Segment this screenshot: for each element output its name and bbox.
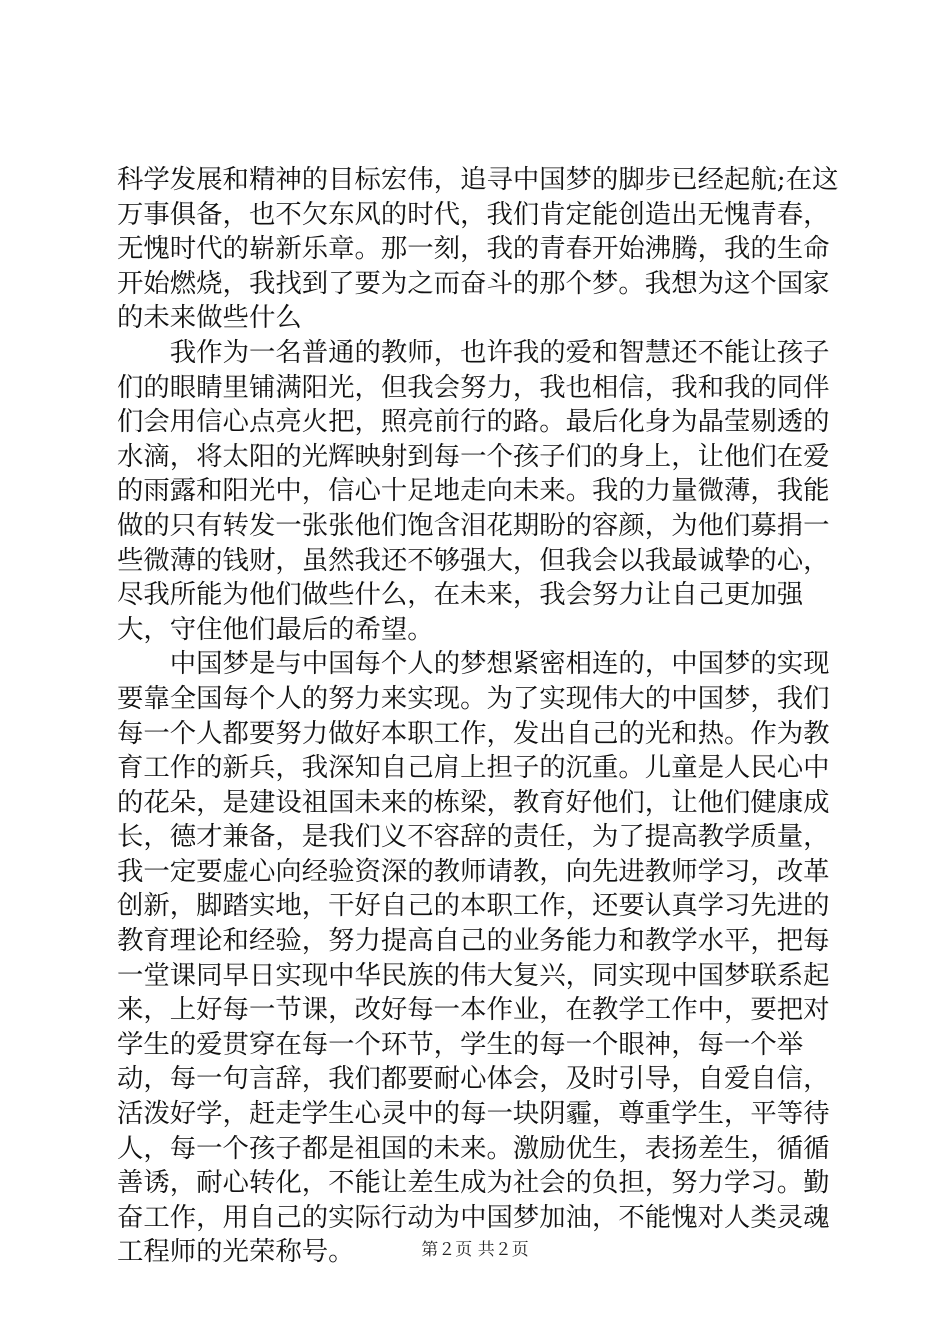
paragraph-chinese-dream: 中国梦是与中国每个人的梦想紧密相连的，中国梦的实现要靠全国每个人的努力来实现。为了实现伟大的中国梦，我们每一个人都要努力做好本职工作，发出自己的光和热。作为教育工作的新兵，我深知自己肩上担子的沉重。儿童是人民心中的花朵，是建设祖国未来的栋梁，教育好他们，让他们健康成长，德才兼备，是我们义不容辞的责任，为了提高教学质量，我一定要虚心向经验资深的教师请教，向先进教师学习，改革创新，脚踏实地，干好自己的本职工作，还要认真学习先进的教育理论和经验，努力提高自己的业务能力和教学水平，把每一堂课同早日实现中华民族的伟大复兴，同实现中国梦联系起来，上好每一节课，改好每一本作业，在教学工作中，要把对学生的爱贯穿在每一个环节，学生的每一个眼神，每一个举动，每一句言辞，我们都要耐心体会，及时引导，自爱自信，活泼好学，赶走学生心灵中的每一块阴霾，尊重学生，平等待人，每一个孩子都是祖国的未来。激励优生，表扬差生，循循善诱，耐心转化，不能让差生成为社会的负担，努力学习。勤奋工作，用自己的实际行动为中国梦加油，不能愧对人类灵魂工程师的光荣称号。 <box>117 648 830 1268</box>
body-text <box>117 163 842 1270</box>
paragraph-teacher: 我作为一名普通的教师，也许我的爱和智慧还不能让孩子们的眼睛里铺满阳光，但我会努力，我也相信，我和我的同伴们会用信心点亮火把，照亮前行的路。最后化身为晶莹剔透的水滴，将太阳的光辉映射到每一个孩子们的身上，让他们在爱的雨露和阳光中，信心十足地走向未来。我的力量微薄，我能做的只有转发一张张他们饱含泪花期盼的容颜，为他们募捐一些微薄的钱财，虽然我还不够强大，但我会以我最诚挚的心，尽我所能为他们做些什么，在未来，我会努力让自己更加强大，守住他们最后的希望。 <box>117 336 830 645</box>
paragraph-continuation: 科学发展和精神的目标宏伟，追寻中国梦的脚步已经起航;在这万事俱备，也不欠东风的时代，我们肯定能创造出无愧青春，无愧时代的崭新乐章。那一刻，我的青春开始沸腾，我的生命开始燃烧，我找到了要为之而奋斗的那个梦。我想为这个国家的未来做些什么 <box>117 164 839 334</box>
page-number: 第２页 共２页 <box>421 1240 529 1260</box>
